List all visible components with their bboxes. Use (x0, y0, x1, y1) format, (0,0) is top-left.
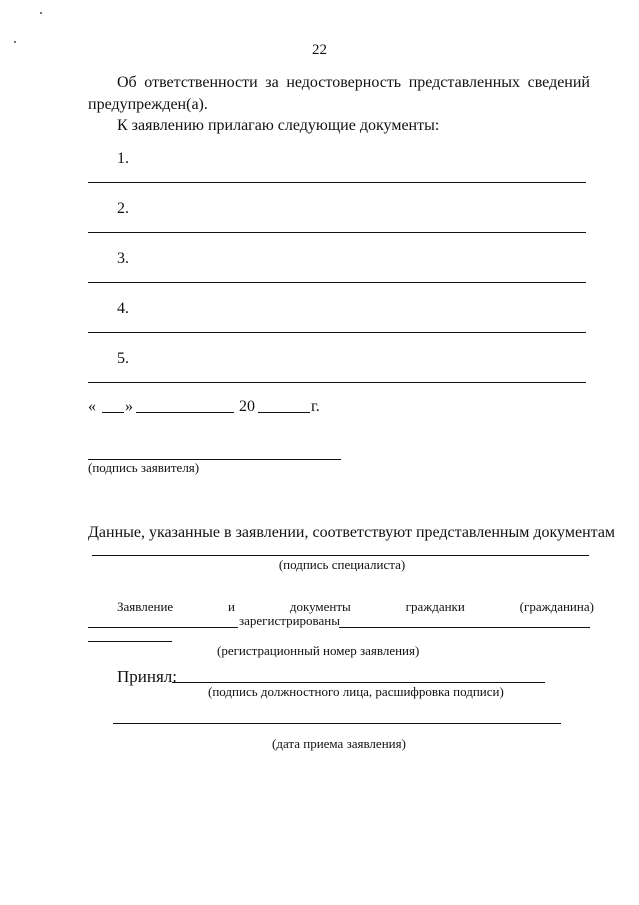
registration-statement (117, 599, 594, 614)
document-entry-field[interactable] (88, 282, 586, 283)
registration-word: (гражданина) (519, 599, 594, 614)
acceptance-date-field[interactable] (113, 723, 561, 724)
document-item-number: 4. (117, 300, 129, 317)
citizen-name-field-cont[interactable] (339, 627, 590, 628)
registration-word: документы (289, 599, 351, 614)
page-number: 22 (312, 42, 327, 58)
liability-statement-line2: предупрежден(а). (88, 96, 208, 113)
document-item-number: 2. (117, 200, 129, 217)
month-field[interactable] (136, 412, 234, 413)
liability-statement-line1: Об ответственности за недостоверность представленных сведений (117, 74, 590, 91)
registration-number-field[interactable] (88, 641, 172, 642)
registration-word: гражданки (405, 599, 465, 614)
document-entry-field[interactable] (88, 182, 586, 183)
verification-statement: Данные, указанные в заявлении, соответствуют представленным документам (88, 524, 616, 541)
attachments-heading: К заявлению прилагаю следующие документы: (117, 117, 440, 134)
document-item-number: 5. (117, 350, 129, 367)
registration-word: и (228, 599, 235, 614)
registered-word: зарегистрированы (239, 613, 340, 628)
document-item-number: 1. (117, 150, 129, 167)
year-prefix: 20 (239, 398, 255, 415)
applicant-signature-caption: (подпись заявителя) (88, 460, 200, 475)
document-entry-field[interactable] (88, 332, 586, 333)
citizen-name-field[interactable] (88, 627, 238, 628)
specialist-signature-field[interactable] (92, 555, 589, 556)
year-suffix: г. (311, 398, 320, 415)
acceptance-date-caption: (дата приема заявления) (272, 736, 406, 751)
scan-speck (40, 12, 42, 14)
close-quote: » (125, 398, 133, 415)
official-signature-caption: (подпись должностного лица, расшифровка подписи) (208, 684, 504, 699)
document-entry-field[interactable] (88, 382, 586, 383)
official-signature-field[interactable] (172, 682, 545, 683)
document-item-number: 3. (117, 250, 129, 267)
day-field[interactable] (102, 412, 124, 413)
year-field[interactable] (258, 412, 310, 413)
document-entry-field[interactable] (88, 232, 586, 233)
registration-word: Заявление (117, 599, 174, 614)
registration-number-caption: (регистрационный номер заявления) (217, 643, 420, 658)
open-quote: « (88, 398, 96, 415)
specialist-signature-caption: (подпись специалиста) (278, 557, 406, 572)
accepted-label: Принял: (117, 667, 177, 686)
